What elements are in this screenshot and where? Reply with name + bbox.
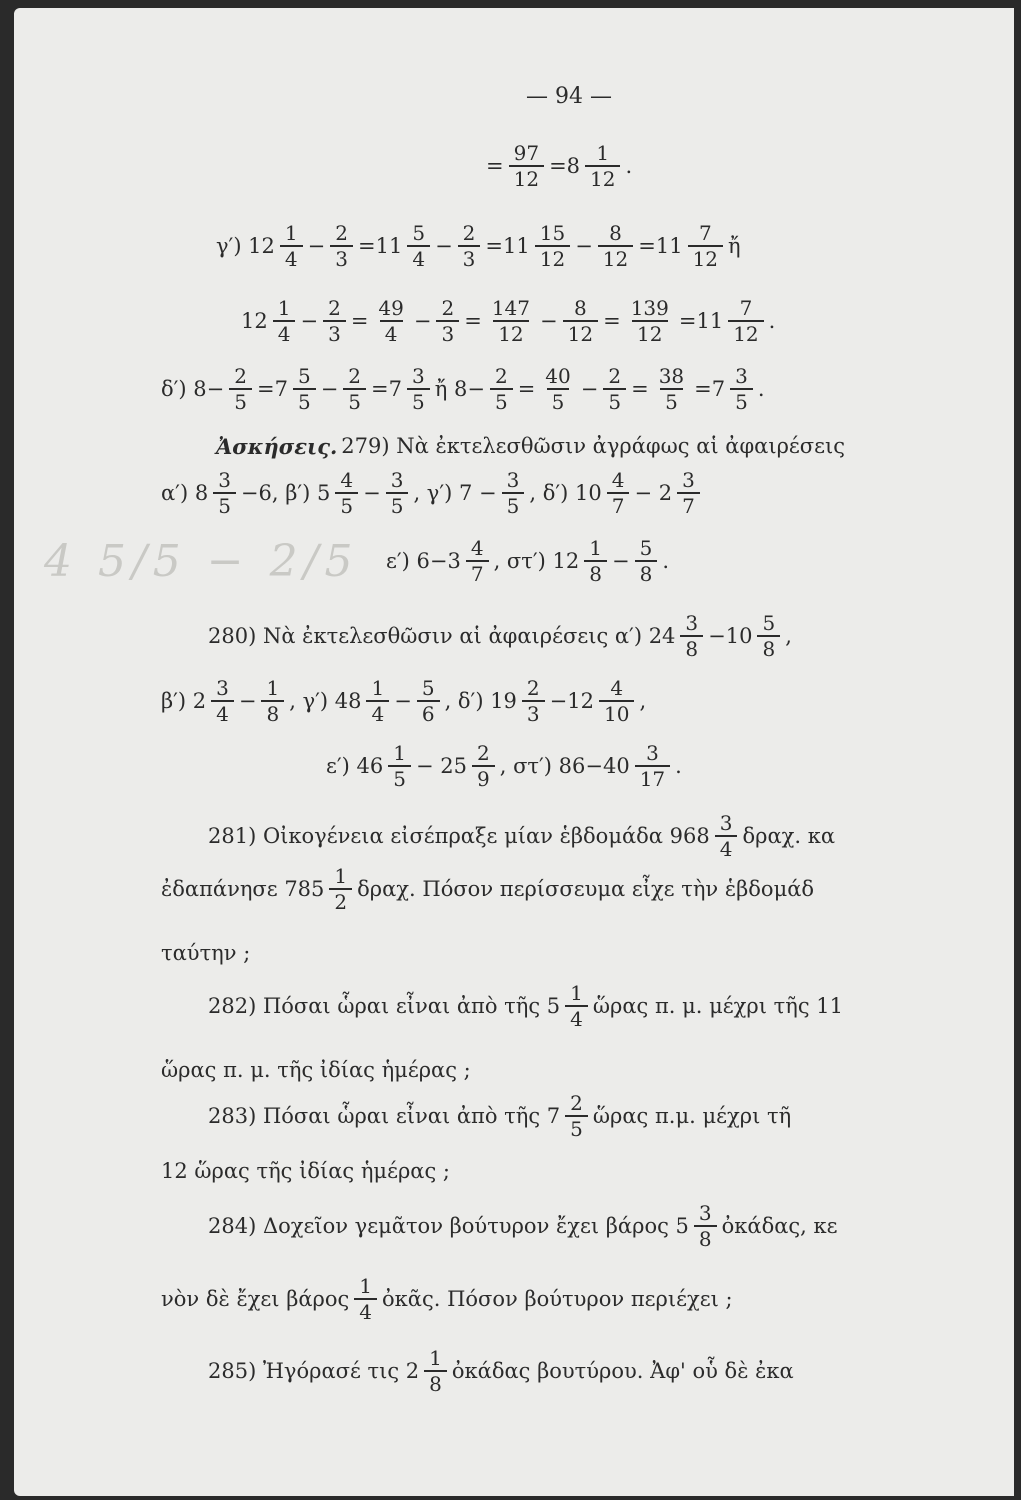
section-heading: Ἀσκήσεις.: [216, 434, 338, 459]
fraction: [565, 1093, 588, 1139]
book-page: [14, 8, 1014, 1496]
numerator: 147: [491, 296, 531, 320]
text-run: ε′) 46: [326, 753, 384, 778]
denominator: 5: [490, 388, 513, 412]
numerator: 139: [630, 296, 669, 320]
text-line: [159, 1060, 473, 1081]
numerator: 38: [658, 364, 685, 388]
faint-pencil-handwriting: 4 5/5 − 2/5: [44, 536, 359, 587]
fraction: [490, 366, 513, 412]
denominator: 9: [472, 765, 495, 789]
text-run: −: [575, 233, 593, 258]
numerator: 7: [739, 296, 753, 320]
numerator: 1: [359, 1274, 373, 1298]
text-run: − 2: [634, 480, 673, 505]
text-run: .: [757, 376, 765, 401]
fraction: [584, 538, 607, 584]
text-line: [206, 983, 845, 1029]
fraction: [293, 366, 316, 412]
text-line: [206, 1348, 796, 1394]
text-run: 279) Νὰ ἐκτελεσθῶσιν ἀγράφως αἱ ἀφαιρέσεις: [341, 434, 846, 458]
text-line: [206, 613, 794, 659]
text-run: .: [768, 308, 776, 333]
numerator: 1: [393, 741, 406, 765]
text-line: [324, 743, 684, 789]
denominator: 4: [565, 1005, 588, 1029]
text-line: [384, 538, 671, 584]
denominator: 3: [436, 320, 459, 344]
fraction: [354, 1276, 377, 1322]
denominator: 5: [386, 492, 409, 516]
denominator: 8: [694, 1225, 717, 1249]
text-run: −: [363, 480, 381, 505]
denominator: 8: [680, 635, 703, 659]
text-line: [206, 1203, 840, 1249]
fraction: [694, 1203, 717, 1249]
denominator: 5: [730, 388, 753, 412]
text-run: ἐδαπάνησε 785: [161, 876, 325, 901]
denominator: 7: [466, 560, 489, 584]
text-run: =: [350, 308, 369, 333]
denominator: 12: [585, 165, 620, 189]
denominator: 5: [335, 492, 358, 516]
denominator: 12: [728, 320, 763, 344]
denominator: 8: [424, 1370, 447, 1394]
fraction: [229, 366, 252, 412]
numerator: 4: [340, 468, 354, 492]
fraction: [343, 366, 366, 412]
text-run: −: [394, 688, 412, 713]
text-run: −: [611, 548, 630, 573]
numerator: 1: [429, 1346, 442, 1370]
fraction: [273, 298, 296, 344]
fraction: [366, 678, 389, 724]
text-line: [159, 470, 703, 516]
denominator: 12: [563, 320, 598, 344]
text-run: 12: [241, 308, 268, 333]
text-line: [206, 1093, 793, 1139]
fraction: [565, 983, 588, 1029]
denominator: 5: [565, 1115, 588, 1139]
numerator: 3: [218, 468, 231, 492]
denominator: 4: [211, 700, 234, 724]
text-run: =8: [549, 153, 581, 178]
numerator: 4: [610, 676, 624, 700]
denominator: 12: [535, 245, 570, 269]
text-run: γ′) 12: [216, 233, 275, 258]
fraction: [280, 223, 303, 269]
numerator: 3: [412, 364, 425, 388]
text-run: , δ′) 10: [529, 480, 602, 505]
numerator: 3: [735, 364, 748, 388]
denominator: 12: [493, 320, 528, 344]
fraction: [607, 470, 630, 516]
denominator: 5: [603, 388, 626, 412]
text-run: ,: [639, 688, 647, 713]
text-run: =: [603, 308, 621, 333]
numerator: 15: [539, 221, 566, 245]
text-run: −: [320, 376, 339, 401]
numerator: 8: [573, 296, 587, 320]
fraction: [680, 613, 703, 659]
fraction: [599, 678, 634, 724]
text-line: [159, 1276, 735, 1322]
denominator: 6: [417, 700, 440, 724]
numerator: 2: [608, 364, 622, 388]
denominator: 7: [607, 492, 630, 516]
fraction: [635, 538, 658, 584]
fraction: [654, 366, 689, 412]
numerator: 2: [526, 676, 540, 700]
text-run: ταύτην ;: [161, 941, 251, 965]
numerator: 1: [277, 296, 291, 320]
denominator: 5: [388, 765, 411, 789]
fraction: [688, 223, 723, 269]
fraction: [585, 143, 620, 189]
denominator: 3: [458, 245, 481, 269]
fraction: [417, 678, 440, 724]
numerator: 3: [685, 611, 699, 635]
text-run: =: [464, 308, 482, 333]
fraction: [715, 813, 738, 859]
text-run: ὥρας π. μ. τῆς ἰδίας ἡμέρας ;: [161, 1058, 471, 1082]
denominator: 4: [407, 245, 430, 269]
text-run: −12: [549, 688, 594, 713]
fraction: [329, 866, 352, 912]
text-run: =7: [256, 376, 288, 401]
text-run: νὸν δὲ ἔχει βάρος: [161, 1286, 350, 1311]
text-run: .: [675, 753, 682, 778]
fraction: [424, 1348, 447, 1394]
fraction: [373, 298, 408, 344]
numerator: 2: [234, 364, 247, 388]
text-run: =11: [678, 308, 724, 333]
numerator: 5: [762, 611, 776, 635]
fraction: [335, 470, 358, 516]
fraction: [323, 298, 346, 344]
text-run: , γ′) 7 −: [413, 480, 497, 505]
text-line: [214, 436, 847, 457]
text-run: =: [486, 153, 504, 178]
numerator: 3: [698, 1201, 712, 1225]
fraction: [261, 678, 284, 724]
text-run: .: [662, 548, 670, 573]
fraction: [603, 366, 626, 412]
denominator: 5: [213, 492, 236, 516]
numerator: 3: [682, 468, 695, 492]
numerator: 2: [335, 221, 348, 245]
denominator: 5: [293, 388, 316, 412]
numerator: 2: [348, 364, 362, 388]
numerator: 5: [639, 536, 653, 560]
text-run: , στ′) 12: [493, 548, 580, 573]
fraction: [458, 223, 481, 269]
text-run: − 25: [415, 753, 467, 778]
text-run: =: [517, 376, 536, 401]
numerator: 1: [570, 981, 583, 1005]
numerator: 1: [284, 221, 298, 245]
fraction: [677, 470, 700, 516]
text-run: , γ′) 48: [289, 688, 362, 713]
numerator: 4: [470, 536, 484, 560]
denominator: 4: [366, 700, 389, 724]
denominator: 5: [660, 388, 683, 412]
text-run: 282) Πόσαι ὧραι εἶναι ἀπὸ τῆς 5: [208, 993, 561, 1018]
fraction: [635, 743, 670, 789]
denominator: 12: [598, 245, 633, 269]
text-run: =11: [485, 233, 530, 258]
text-run: δραχ. Πόσον περίσσευμα εἶχε τὴν ἑβδομάδ: [357, 876, 815, 901]
text-run: −: [540, 308, 558, 333]
numerator: 2: [462, 221, 476, 245]
text-run: =7: [371, 376, 402, 401]
text-line: [159, 866, 816, 912]
fraction: [330, 223, 353, 269]
denominator: 5: [407, 388, 430, 412]
fraction: [386, 470, 409, 516]
text-run: 280) Νὰ ἐκτελεσθῶσιν αἱ ἀφαιρέσεις α′) 24: [208, 623, 676, 648]
fraction: [626, 298, 674, 344]
numerator: 2: [494, 364, 508, 388]
numerator: 1: [266, 676, 280, 700]
text-line: [484, 143, 634, 189]
numerator: 5: [297, 364, 311, 388]
text-run: −: [300, 308, 319, 333]
text-line: [159, 943, 252, 964]
denominator: 7: [677, 492, 700, 516]
fraction: [522, 678, 545, 724]
numerator: 2: [476, 741, 490, 765]
numerator: 1: [589, 536, 602, 560]
fraction: [509, 143, 544, 189]
text-run: 283) Πόσαι ὧραι εἶναι ἀπὸ τῆς 7: [208, 1103, 561, 1128]
denominator: 3: [522, 700, 545, 724]
numerator: 5: [412, 221, 426, 245]
fraction: [407, 366, 430, 412]
fraction: [388, 743, 411, 789]
denominator: 3: [330, 245, 353, 269]
denominator: 8: [261, 700, 284, 724]
fraction: [563, 298, 598, 344]
text-run: , στ′) 86−40: [499, 753, 630, 778]
text-run: ὀκάδας, κε: [721, 1213, 838, 1238]
numerator: 1: [334, 864, 348, 888]
denominator: 5: [229, 388, 252, 412]
numerator: 8: [609, 221, 622, 245]
fraction: [211, 678, 234, 724]
numerator: 3: [506, 468, 520, 492]
text-run: ὀκᾶς. Πόσον βούτυρον περιέχει ;: [382, 1286, 733, 1311]
text-run: =: [631, 376, 649, 401]
text-line: [214, 223, 743, 269]
denominator: 8: [757, 635, 780, 659]
text-run: =11: [358, 233, 403, 258]
fraction: [472, 743, 495, 789]
text-run: =7: [694, 376, 726, 401]
fraction: [487, 298, 535, 344]
fraction: [535, 223, 570, 269]
numerator: 1: [371, 676, 385, 700]
numerator: 3: [216, 676, 229, 700]
fraction: [728, 298, 763, 344]
text-run: δραχ. κα: [742, 823, 836, 848]
numerator: 4: [611, 468, 625, 492]
denominator: 5: [343, 388, 366, 412]
numerator: 3: [646, 741, 659, 765]
denominator: 12: [632, 320, 667, 344]
denominator: 3: [323, 320, 346, 344]
text-run: ὥρας π. μ. μέχρι τῆς 11: [592, 993, 844, 1018]
fraction: [407, 223, 430, 269]
numerator: 5: [421, 676, 435, 700]
text-run: β′) 2: [161, 688, 207, 713]
numerator: 3: [390, 468, 404, 492]
text-line: [159, 1161, 452, 1182]
denominator: 2: [329, 888, 352, 912]
denominator: 4: [380, 320, 403, 344]
numerator: 2: [328, 296, 341, 320]
text-line: [206, 813, 837, 859]
text-run: ἤ: [728, 233, 741, 258]
denominator: 4: [715, 835, 738, 859]
text-run: ὥρας π.μ. μέχρι τῆ: [592, 1103, 792, 1128]
denominator: 12: [688, 245, 723, 269]
page-number: — 94 —: [526, 84, 612, 109]
fraction: [436, 298, 459, 344]
text-run: 284) Δοχεῖον γεμᾶτον βούτυρον ἔχει βάρος 5: [208, 1213, 689, 1238]
text-run: α′) 8: [161, 480, 209, 505]
text-run: −: [435, 233, 453, 258]
text-run: , δ′) 19: [444, 688, 517, 713]
numerator: 40: [545, 364, 571, 388]
numerator: 1: [596, 141, 610, 165]
denominator: 4: [273, 320, 296, 344]
text-run: ε′) 6−3: [386, 548, 461, 573]
text-run: 285) Ἠγόρασέ τις 2: [208, 1358, 420, 1383]
denominator: 5: [547, 388, 570, 412]
text-run: −: [238, 688, 257, 713]
text-run: δ′) 8−: [161, 376, 225, 401]
fraction: [466, 538, 489, 584]
fraction: [598, 223, 633, 269]
denominator: 5: [502, 492, 525, 516]
text-run: .: [625, 153, 633, 178]
numerator: 2: [570, 1091, 583, 1115]
denominator: 8: [635, 560, 658, 584]
denominator: 12: [509, 165, 544, 189]
text-line: [159, 366, 767, 412]
text-line: [239, 298, 777, 344]
text-run: ,: [785, 623, 792, 648]
fraction: [730, 366, 753, 412]
numerator: 7: [698, 221, 712, 245]
text-run: −6, β′) 5: [240, 480, 331, 505]
text-run: ὀκάδας βουτύρου. Ἀφ' οὗ δὲ ἐκα: [451, 1358, 794, 1383]
fraction: [213, 470, 236, 516]
text-run: 281) Οἰκογένεια εἰσέπραξε μίαν ἑβδομάδα 968: [208, 823, 710, 848]
denominator: 4: [280, 245, 303, 269]
text-line: [159, 678, 648, 724]
text-run: 12 ὥρας τῆς ἰδίας ἡμέρας ;: [161, 1159, 450, 1183]
fraction: [540, 366, 575, 412]
numerator: 49: [378, 296, 404, 320]
denominator: 10: [599, 700, 634, 724]
numerator: 3: [719, 811, 733, 835]
text-run: −10: [708, 623, 753, 648]
denominator: 4: [354, 1298, 377, 1322]
text-run: ἤ 8−: [434, 376, 485, 401]
fraction: [502, 470, 525, 516]
text-run: −: [413, 308, 432, 333]
denominator: 8: [584, 560, 607, 584]
denominator: 17: [635, 765, 670, 789]
text-run: =11: [638, 233, 683, 258]
text-run: −: [307, 233, 326, 258]
text-run: −: [580, 376, 599, 401]
fraction: [757, 613, 780, 659]
numerator: 2: [441, 296, 455, 320]
numerator: 97: [513, 141, 540, 165]
